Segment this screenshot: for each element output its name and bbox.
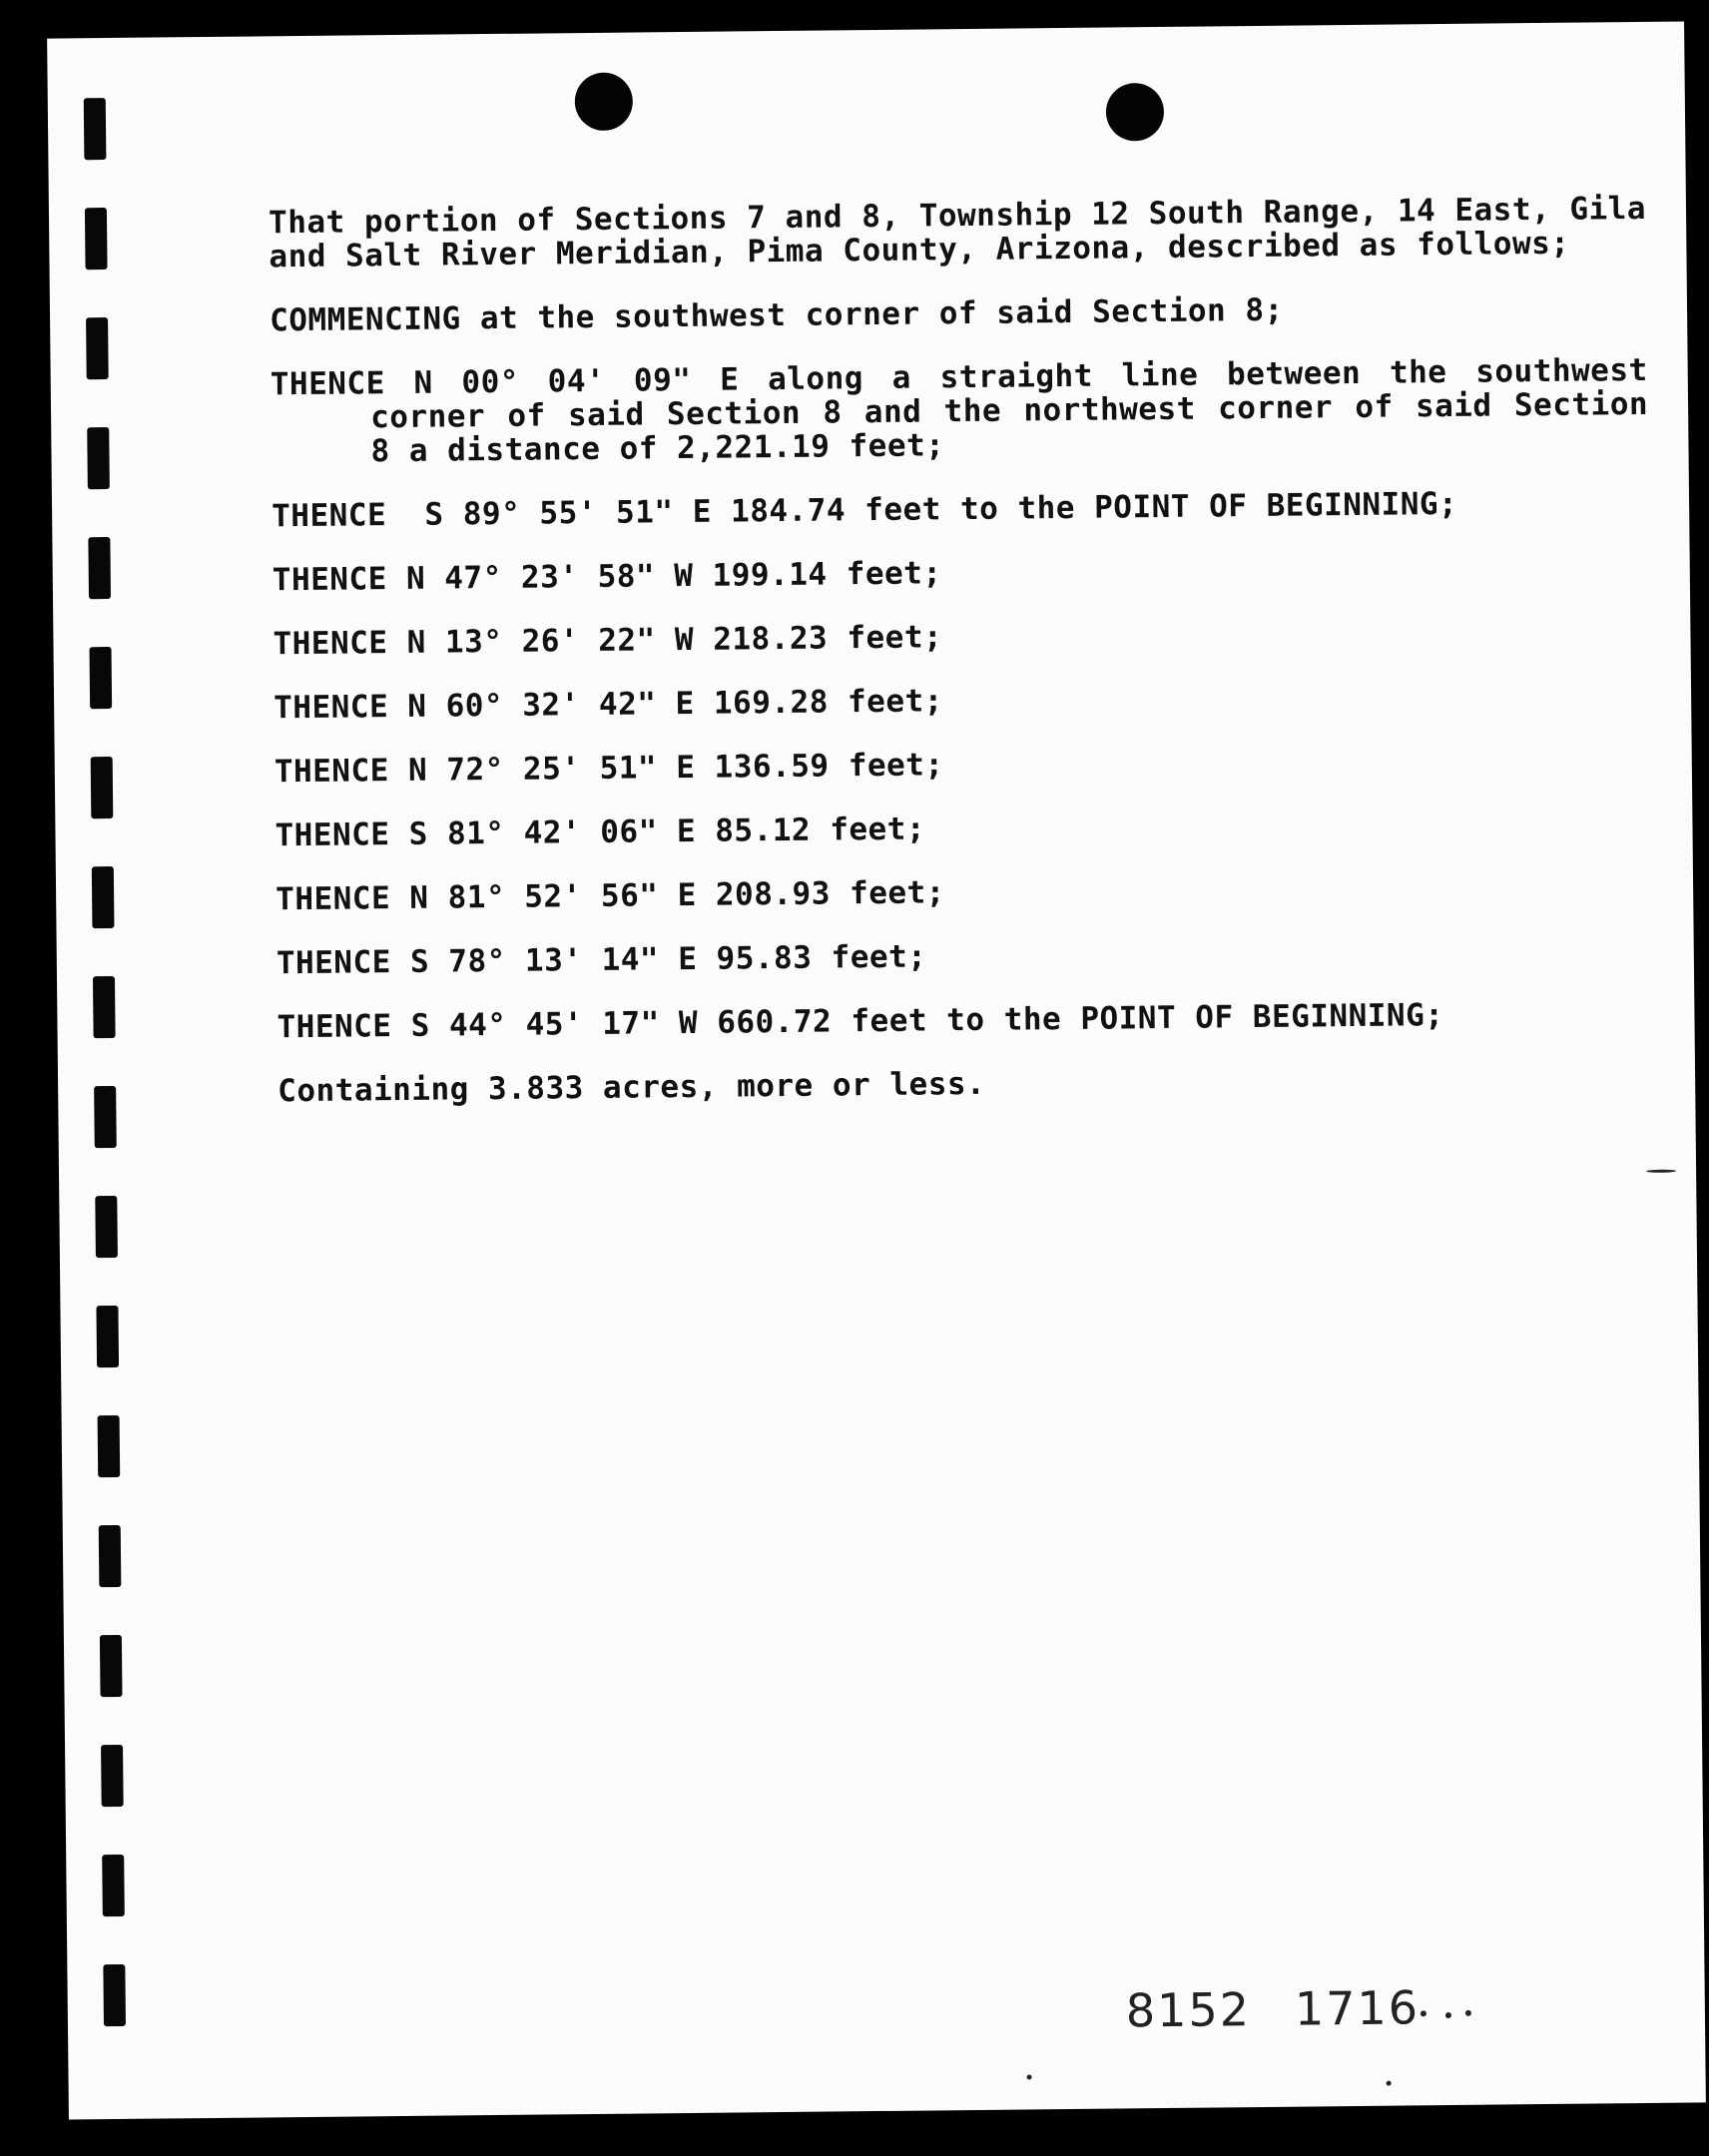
feed-hole: [102, 1855, 125, 1916]
paper-sheet: [47, 21, 1706, 2119]
feed-hole: [95, 1196, 118, 1258]
course-line: THENCE S 44° 45' 17" W 660.72 feet to the POINT OF BEGINNING;: [277, 997, 1444, 1046]
feed-hole: [85, 208, 108, 270]
feed-hole: [101, 1745, 124, 1807]
course-line: THENCE N 47° 23' 58" W 199.14 feet;: [272, 555, 942, 599]
page-number: 1716: [1294, 1980, 1421, 2036]
book-page-number: [1126, 1980, 1464, 2038]
feed-hole: [84, 98, 107, 160]
feed-hole: [92, 866, 115, 928]
legal-description: [269, 192, 1656, 1138]
feed-hole: [99, 1525, 122, 1587]
course-line: THENCE N 60° 32' 42" E 169.28 feet;: [273, 683, 944, 727]
course-line: THENCE N 72° 25' 51" E 136.59 feet;: [274, 747, 944, 791]
scan-speck: [1387, 2081, 1392, 2086]
punch-hole-left: [575, 73, 634, 132]
course-line: THENCE N 81° 52' 56" E 208.93 feet;: [275, 874, 946, 918]
feed-hole: [93, 976, 116, 1038]
feed-hole: [98, 1415, 121, 1477]
feed-hole: [100, 1635, 123, 1697]
commencing-paragraph: COMMENCING at the southwest corner of said Section 8;: [269, 291, 1284, 339]
feed-hole: [87, 427, 110, 489]
course-line: THENCE S 89° 55' 51" E 184.74 feet to the POINT OF BEGINNING;: [271, 485, 1458, 535]
scan-speck: [1465, 2010, 1471, 2016]
course-line: THENCE N 13° 26' 22" W 218.23 feet;: [273, 619, 943, 663]
feed-hole: [90, 647, 113, 709]
feed-hole: [91, 757, 114, 818]
intro-paragraph: That portion of Sections 7 and 8, Township 12 South Range, 14 East, Gila and Salt River Meridian, Pima County, Arizona, described as follows;: [268, 190, 1647, 275]
scan-speck: [1027, 2074, 1032, 2079]
course-line: THENCE S 81° 42' 06" E 85.12 feet;: [275, 810, 926, 854]
first-course-paragraph: THENCE N 00° 04' 09" E along a straight line between the southwest corner of said Section 8 and the northwest corner of said Section 8 a distance of 2,221.19 feet;: [270, 351, 1649, 470]
feed-hole: [96, 1306, 119, 1367]
feed-hole: [88, 537, 111, 599]
scan-speck: [1646, 1170, 1676, 1173]
punch-hole-right: [1106, 83, 1165, 142]
tractor-feed-strip: [84, 78, 135, 2074]
acreage-statement: Containing 3.833 acres, more or less.: [277, 1065, 986, 1110]
feed-hole: [103, 1964, 126, 2026]
feed-hole: [94, 1086, 117, 1148]
book-number: 8152: [1125, 1982, 1252, 2038]
course-line: THENCE S 78° 13' 14" E 95.83 feet;: [276, 938, 927, 982]
feed-hole: [86, 317, 109, 379]
